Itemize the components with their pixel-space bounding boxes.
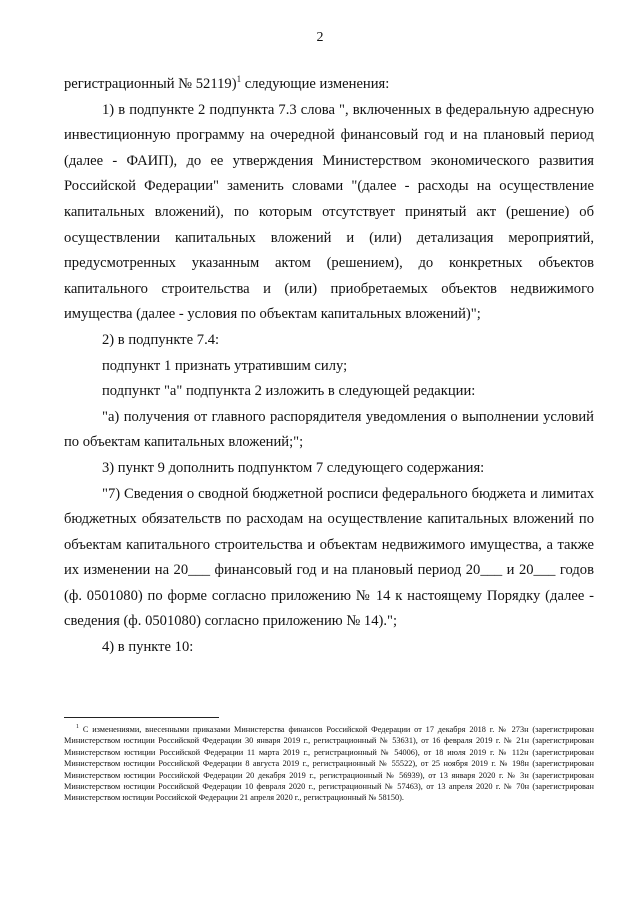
paragraph-intro-after: следующие изменения: [241,76,390,92]
paragraph-item-4: 4) в пункте 10: [102,639,194,656]
paragraph-subitem-1: подпункт 1 признать утратившим силу; [102,357,348,374]
page-number: 2 [316,30,324,45]
paragraph-subitem-a: подпункт "а" подпункта 2 изложить в следующей редакции: [102,383,476,400]
footnote-reference: 1 [236,74,242,85]
paragraph-item-2: 2) в подпункте 7.4: [102,331,220,348]
footnote-text: С изменениями, внесенными приказами Министерства финансов Российской Федерации от 17 декабря 2018 г. № 273н (зарегистрирован Министерством юстиции Российской Федерации 30 января 2019 г., регистрационный № 53631), от 16 февраля 2019 г. № 21н (зарегистрирован Министерством юстиции Российской Федерации 11 марта 2019 г., регистрационный № 54006), от 18 июля 2019 г. № 112н (зарегистрирован Министерством юстиции Российской Федерации 8 августа 2019 г., регистрационный № 55522), от 25 ноября 2019 г. № 198н (зарегистрирован Министерством юстиции Российской Федерации 20 декабря 2019 г., регистрационный № 56939), от 13 января 2020 г. № 3н (зарегистрирован Министерством юстиции Российской Федерации 10 февраля 2020 г., регистрационный № 57463), от 13 апреля 2020 г. № 70н (зарегистрирован Министерством юстиции Российской Федерации 21 апреля 2020 г., регистрационный № 58150). [64,725,594,803]
footnote-divider [64,717,219,718]
paragraph-item-3: 3) пункт 9 дополнить подпунктом 7 следующего содержания: [102,459,485,476]
paragraph-quote-a: "а) получения от главного распорядителя уведомления о выполнении условий по объектам капитальных вложений;"; [64,408,594,451]
paragraph-intro [64,72,594,98]
paragraph-quote-7: "7) Сведения о сводной бюджетной росписи федерального бюджета и лимитах бюджетных обязательств по расходам на осуществление капитальных вложений по объектам капитального строительства и объектам недвижимого имущества, а также их изменении на 20___ финансовый год и на плановый период 20___ и 20___ годов (ф. 0501080) по форме согласно приложению № 14 к настоящему Порядку (далее - сведения (ф. 0501080) согласно приложению № 14)."; [64,485,594,630]
footnote-marker: 1 [76,724,79,731]
footnote [64,724,594,804]
paragraph-intro-text: регистрационный № 52119) [64,76,237,92]
paragraph-item-1: 1) в подпункте 2 подпункта 7.3 слова ", включенных в федеральную адресную инвестиционную программу на очередной финансовый год и на плановый период (далее - ФАИП), до ее утверждения Министерством экономического развития Российской Федерации" заменить словами "(далее - расходы на осуществление капитальных вложений), по которым отсутствует принятый акт (решение) об осуществлении капитальных вложений и (или) детализация мероприятий, предусмотренных указанным актом (решением), до конкретных объектов капитального строительства и (или) приобретаемых объектов недвижимого имущества (далее - условия по объектам капитальных вложений)"; [64,101,594,323]
body-text [64,72,594,661]
